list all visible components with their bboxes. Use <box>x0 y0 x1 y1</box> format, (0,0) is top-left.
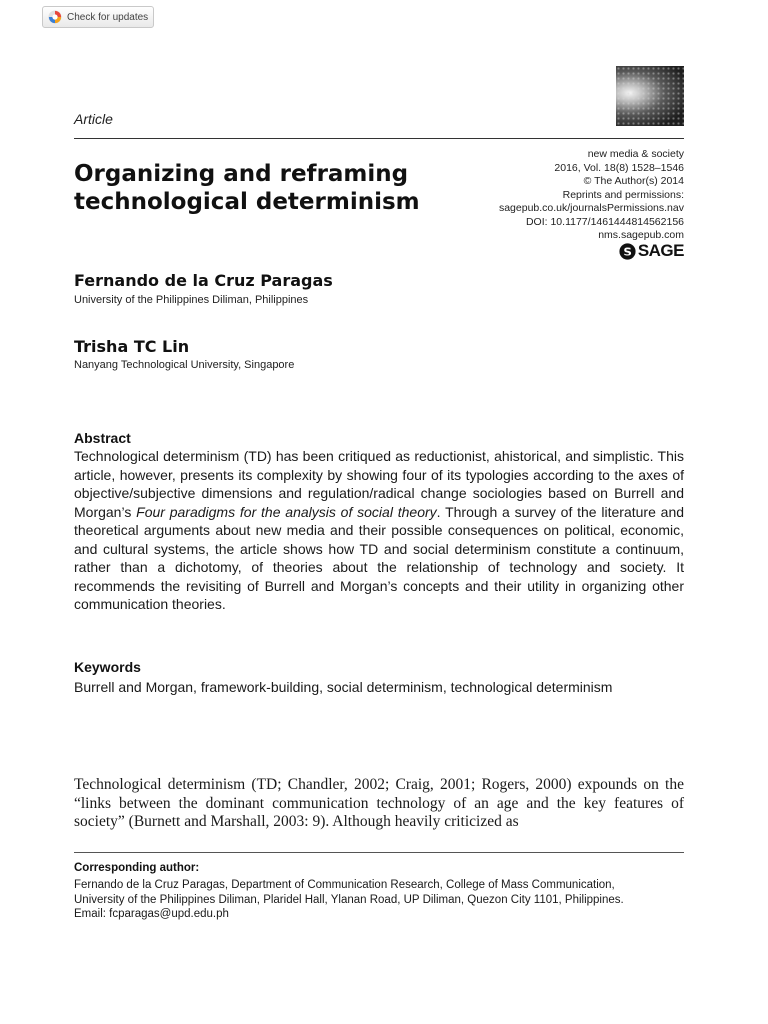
sage-logo <box>619 241 684 261</box>
copyright-line: © The Author(s) 2014 <box>583 175 684 187</box>
header-divider <box>74 138 684 139</box>
corresponding-line: University of the Philippines Diliman, Plaridel Hall, Ylanan Road, UP Diliman, Quezon City 1101, Philippines. <box>74 893 624 906</box>
sage-logo-text: SAGE <box>637 241 684 260</box>
reprints-label: Reprints and permissions: <box>562 188 684 201</box>
svg-text:S: S <box>623 244 632 259</box>
abstract-text-end: . Through a survey of the literature and theoretical arguments about new media and their possible consequences on political, economic, and cultural systems, the article shows how TD and social determinism constitute a continuum, rather than a dichotomy, of theories about the relationship of technology and society. It recommends the revisiting of Burrell and Morgan’s concepts and their utility in organizing other communication theories. <box>74 503 685 612</box>
abstract-text <box>74 447 684 614</box>
abstract-text-start: Technological determinism (TD) has been critiqued as reductionist, ahistorical, and simplistic. This article, however, presents its complexity by showing four of its typologies according to the axes of objective/subjective dimensions and regulation/radical change sociologies based on Burrell and Morgan’s <box>74 448 684 520</box>
journal-cover-image <box>616 66 684 126</box>
check-for-updates-label: Check for updates <box>67 11 149 23</box>
corresponding-author-heading: Corresponding author: <box>74 862 200 874</box>
cited-book-title: Four paradigms for the analysis of social theory <box>136 503 437 520</box>
journal-volume: 2016, Vol. 18(8) 1528–1546 <box>554 161 684 174</box>
author-affiliation: University of the Philippines Diliman, Philippines <box>74 294 309 306</box>
footnote-divider <box>74 852 684 853</box>
journal-name: new media & society <box>587 148 684 160</box>
sage-s-icon <box>619 243 636 260</box>
corresponding-line: Fernando de la Cruz Paragas, Department of Communication Research, College of Mass Communication, <box>74 879 615 891</box>
corresponding-author-details <box>74 878 694 922</box>
abstract-heading: Abstract <box>74 430 131 446</box>
author-affiliation: Nanyang Technological University, Singapore <box>74 359 295 371</box>
keywords-text: Burrell and Morgan, framework-building, social determinism, technological determinism <box>74 679 613 695</box>
article-title: Organizing and reframing technological determinism <box>74 161 420 215</box>
keywords-heading: Keywords <box>74 659 141 675</box>
author-name: Trisha TC Lin <box>74 337 190 356</box>
doi-link[interactable]: DOI: 10.1177/1461444814562156 <box>525 215 684 228</box>
permissions-link[interactable]: sagepub.co.uk/journalsPermissions.nav <box>498 202 684 214</box>
article-type-label: Article <box>74 111 113 127</box>
corresponding-email[interactable]: Email: fcparagas@upd.edu.ph <box>74 908 229 920</box>
check-for-updates-icon <box>48 10 62 24</box>
check-for-updates-button[interactable] <box>42 6 154 28</box>
body-paragraph: Technological determinism (TD; Chandler, 2002; Craig, 2001; Rogers, 2000) expounds on the “links between the dominant communication technology of an age and the key features of society” (Burnett and Marshall, 2003: 9). Although heavily criticized as <box>74 776 684 830</box>
journal-site-link[interactable]: nms.sagepub.com <box>598 229 684 241</box>
author-name: Fernando de la Cruz Paragas <box>74 271 333 290</box>
